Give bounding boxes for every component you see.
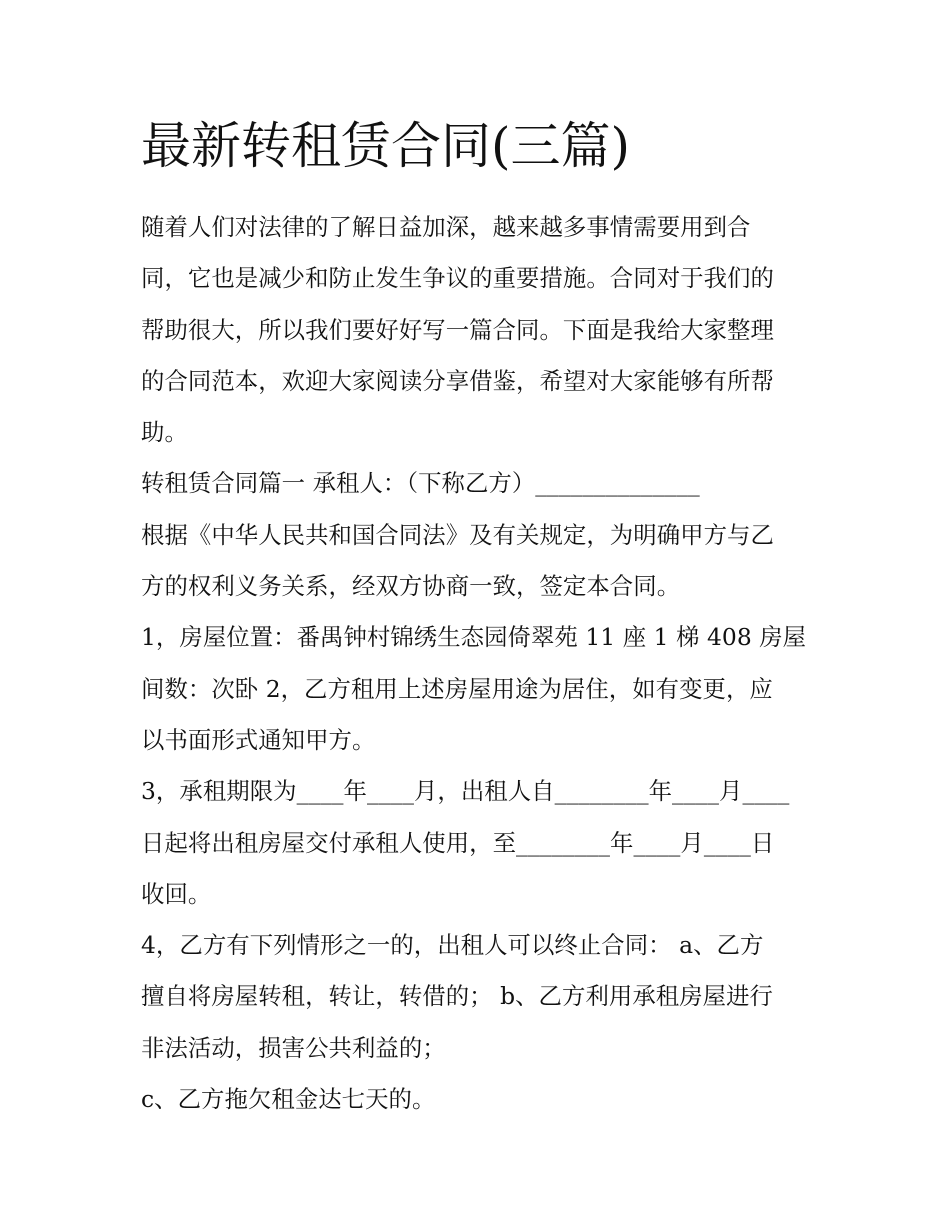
text-line: 助。: [141, 418, 188, 447]
clause-3-paragraph: [141, 766, 813, 920]
text-line: 以书面形式通知甲方。: [141, 725, 376, 754]
document-content: [141, 108, 813, 1125]
text-line: 转租赁合同篇一 承租人：（下称乙方）______________: [141, 469, 700, 498]
text-line: 同，它也是减少和防止发生争议的重要措施。合同对于我们的: [141, 264, 774, 293]
clause-4-paragraph: [141, 920, 813, 1074]
text-line: 随着人们对法律的了解日益加深，越来越多事情需要用到合: [141, 213, 751, 241]
text-line: 收回。: [141, 879, 212, 908]
intro-paragraph: [141, 202, 813, 458]
contract-heading-paragraph: [141, 458, 813, 509]
text-line: 间数：次卧 2，乙方租用上述房屋用途为居住，如有变更，应: [141, 674, 773, 703]
document-title: 最新转租赁合同(三篇): [141, 117, 631, 175]
text-line: 1，房屋位置：番禺钟村锦绣生态园倚翠苑 11 座 1 梯 408 房屋: [141, 623, 807, 652]
clause-1-paragraph: [141, 612, 813, 766]
text-line: 根据《中华人民共和国合同法》及有关规定，为明确甲方与乙: [141, 520, 774, 549]
text-line: 4，乙方有下列情形之一的，出租人可以终止合同： a、乙方: [141, 931, 764, 960]
text-line: 日起将出租房屋交付承租人使用，至________年____月____日: [141, 828, 775, 857]
clause-c-paragraph: [141, 1074, 813, 1125]
text-line: c、乙方拖欠租金达七天的。: [141, 1085, 436, 1114]
text-line: 方的权利义务关系，经双方协商一致，签定本合同。: [141, 572, 681, 601]
text-line: 的合同范本，欢迎大家阅读分享借鉴，希望对大家能够有所帮: [141, 366, 774, 395]
text-line: 非法活动，损害公共利益的；: [141, 1033, 446, 1062]
legal-basis-paragraph: [141, 510, 813, 613]
text-line: 帮助很大，所以我们要好好写一篇合同。下面是我给大家整理: [141, 315, 774, 344]
text-line: 擅自将房屋转租，转让，转借的； b、乙方利用承租房屋进行: [141, 982, 773, 1011]
text-line: 3，承租期限为____年____月，出租人自________年____月____: [141, 777, 790, 806]
